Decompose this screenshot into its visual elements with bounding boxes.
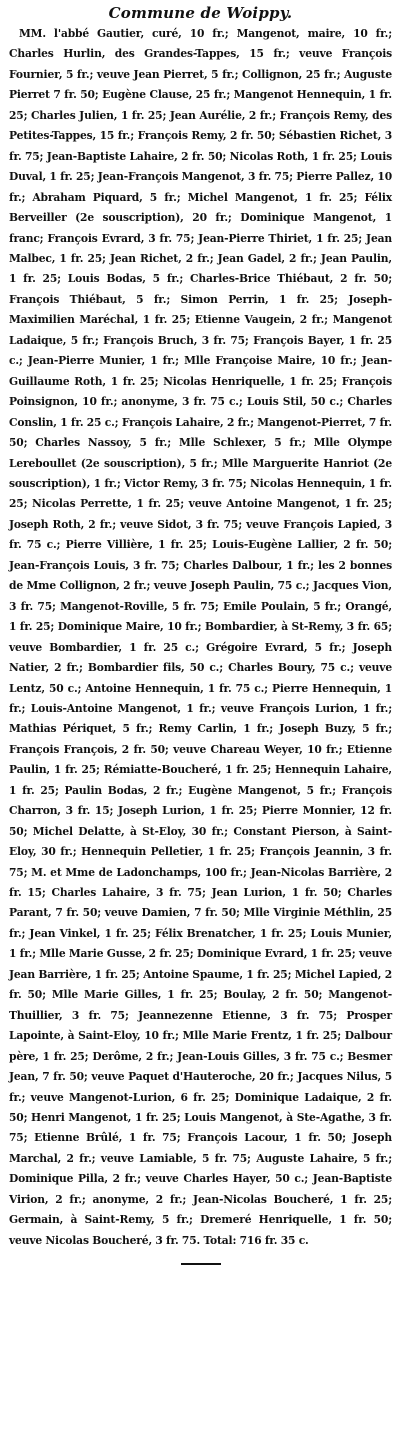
subscription-list-paragraph: MM. l'abbé Gautier, curé, 10 fr.; Mangenot, maire, 10 fr.; Charles Hurlin, des Grandes-Tappes, 15 fr.; veuve François Fournier, 5 fr.; veuve Jean Pierret, 5 fr.; Collignon, 25 fr.; Auguste Pierret 7 fr. 50; Eugène Clause, 25 fr.; Mangenot Hennequin, 1 fr. 25; Charles Julien, 1 fr. 25; Jean Aurélie, 2 fr.; François Remy, des Petites-Tappes, 15 fr.; François Remy, 2 fr. 50; Sébastien Richet, 3 fr. 75; Jean-Baptiste Lahaire, 2 fr. 50; Nicolas Roth, 1 fr. 25; Louis Duval, 1 fr. 25; Jean-François Mangenot, 3 fr. 75; Pierre Pallez, 10 fr.; Abraham Piquard, 5 fr.; Michel Mangenot, 1 fr. 25; Félix Berveiller (2e souscription), 20 fr.; Dominique Mangenot, 1 franc; François Evrard, 3 fr. 75; Jean-Pierre Thiriet, 1 fr. 25; Jean Malbec, 1 fr. 25; Jean Richet, 2 fr.; Jean Gadel, 2 fr.; Jean Paulin, 1 fr. 25; Louis Bodas, 5 fr.; Charles-Brice Thiébaut, 2 fr. 50; François Thiébaut, 5 fr.; Simon Perrin, 1 fr. 25; Joseph-Maximilien Maréchal, 1 fr. 25; Etienne Vaugein, 2 fr.; Mangenot Ladaique, 5 fr.; François Bruch, 3 fr. 75; François Bayer, 1 fr. 25 c.; Jean-Pierre Munier, 1 fr.; Mlle Françoise Maire, 10 fr.; Jean-Guillaume Roth, 1 fr. 25; Nicolas Henriquelle, 1 fr. 25; François Poinsignon, 10 fr.; anonyme, 3 fr. 75 c.; Louis Stil, 50 c.; Charles Conslin, 1 fr. 25 c.; François Lahaire, 2 fr.; Mangenot-Pierret, 7 fr. 50; Charles Nassoy, 5 fr.; Mlle Schlexer, 5 fr.; Mlle Olympe Lereboullet (2e souscription), 5 fr.; Mlle Marguerite Hanriot (2e souscription), 1 fr.; Victor Remy, 3 fr. 75; Nicolas Hennequin, 1 fr. 25; Nicolas Perrette, 1 fr. 25; veuve Antoine Mangenot, 1 fr. 25; Joseph Roth, 2 fr.; veuve Sidot, 3 fr. 75; veuve François Lapied, 3 fr. 75 c.; Pierre Villière, 1 fr. 25; Louis-Eugène Lallier, 2 fr. 50; Jean-François Louis, 3 fr. 75; Charles Dalbour, 1 fr.; les 2 bonnes de Mme Collignon, 2 fr.; veuve Joseph Paulin, 75 c.; Jacques Vion, 3 fr. 75; Mangenot-Roville, 5 fr. 75; Emile Poulain, 5 fr.; Orangé, 1 fr. 25; Dominique Maire, 10 fr.; Bombardier, à St-Remy, 3 fr. 65; veuve Bombardier, 1 fr. 25 c.; Grégoire Evrard, 5 fr.; Joseph Natier, 2 fr.; Bombardier fils, 50 c.; Charles Boury, 75 c.; veuve Lentz, 50 c.; Antoine Hennequin, 1 fr. 75 c.; Pierre Hennequin, 1 fr.; Louis-Antoine Mangenot, 1 fr.; veuve François Lurion, 1 fr.; Mathias Périquet, 5 fr.; Remy Carlin, 1 fr.; Joseph Buzy, 5 fr.; François François, 2 fr. 50; veuve Chareau Weyer, 10 fr.; Etienne Paulin, 1 fr. 25; Rémiatte-Boucheré, 1 fr. 25; Hennequin Lahaire, 1 fr. 25; Paulin Bodas, 2 fr.; Eugène Mangenot, 5 fr.; François Charron, 3 fr. 15; Joseph Lurion, 1 fr. 25; Pierre Monnier, 12 fr. 50; Michel Delatte, à St-Eloy, 30 fr.; Constant Pierson, à Saint-Eloy, 30 fr.; Hennequin Pelletier, 1 fr. 25; François Jeannin, 3 fr. 75; M. et Mme de Ladonchamps, 100 fr.; Jean-Nicolas Barrière, 2 fr. 15; Charles Lahaire, 3 fr. 75; Jean Lurion, 1 fr. 50; Charles Parant, 7 fr. 50; veuve Damien, 7 fr. 50; Mlle Virginie Méthlin, 25 fr.; Jean Vinkel, 1 fr. 25; Félix Brenatcher, 1 fr. 25; Louis Munier, 1 fr.; Mlle Marie Gusse, 2 fr. 25; Dominique Evrard, 1 fr. 25; veuve Jean Barrière, 1 fr. 25; Antoine Spaume, 1 fr. 25; Michel Lapied, 2 fr. 50; Mlle Marie Gilles, 1 fr. 25; Boulay, 2 fr. 50; Mangenot-Thuillier, 3 fr. 75; Jeannezenne Etienne, 3 fr. 75; Prosper Lapointe, à Saint-Eloy, 10 fr.; Mlle Marie Frentz, 1 fr. 25; Dalbour père, 1 fr. 25; Derôme, 2 fr.; Jean-Louis Gilles, 3 fr. 75 c.; Besmer Jean, 7 fr. 50; veuve Paquet d'Hauteroche, 20 fr.; Jacques Nilus, 5 fr.; veuve Mangenot-Lurion, 6 fr. 25; Dominique Ladaique, 2 fr. 50; Henri Mangenot, 1 fr. 25; Louis Mangenot, à Ste-Agathe, 3 fr. 75; Etienne Brûlé, 1 fr. 75; François Lacour, 1 fr. 50; Joseph Marchal, 2 fr.; veuve Lamiable, 5 fr. 75; Auguste Lahaire, 5 fr.; Dominique Pilla, 2 fr.; veuve Charles Hayer, 50 c.; Jean-Baptiste Virion, 2 fr.; anonyme, 2 fr.; Jean-Nicolas Boucheré, 1 fr. 25; Germain, à Saint-Remy, 5 fr.; Dremeré Henriquelle, 1 fr. 50; veuve Nicolas Boucheré, 3 fr. 75. Total: 716 fr. 35 c. — [9, 27, 392, 1247]
newspaper-column — [0, 2, 400, 1445]
section-divider — [181, 1263, 221, 1265]
commune-heading: Commune de Woippy. — [108, 4, 293, 22]
